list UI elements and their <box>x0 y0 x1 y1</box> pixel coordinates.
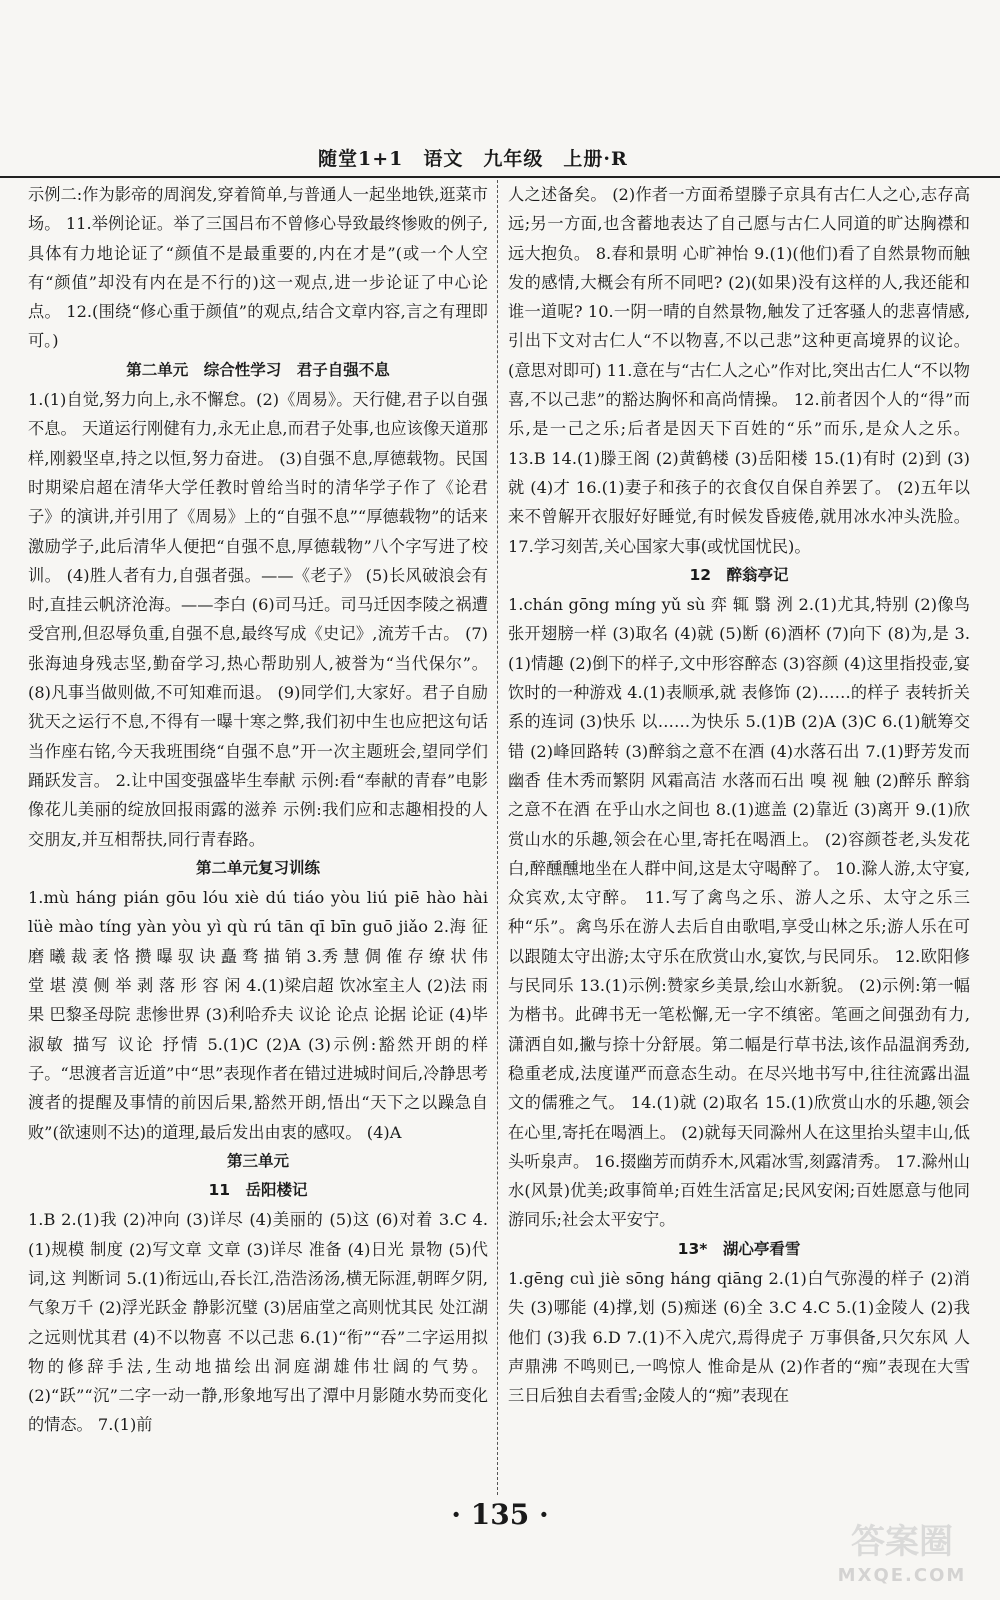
column-divider <box>497 180 499 1495</box>
answer-column-left <box>28 180 488 1495</box>
section-heading: 第二单元复习训练 <box>195 858 320 877</box>
section-heading: 11 岳阳楼记 <box>208 1181 308 1200</box>
answer-column-right <box>508 180 970 1495</box>
watermark-brand: MXQE.COM <box>837 1565 967 1586</box>
watermark-logo <box>822 1514 982 1586</box>
answer-paragraph: 1.mù háng pián gōu lóu xiè dú tiáo yòu liú piē hào hài lüè mào tíng yàn yòu yì qù rú tān qī bīn guō jiǎo 2.海 征 磨 曦 裁 袤 恪 攒 曝 驭 诀 矗 骛 描 销 3.秀 慧 倜 傕 存 缭 状 伟 堂 堪 漠 侧 举 剥 落 形 容 闲 4.(1)梁启超 饮冰室主人 (2)法 雨果 巴黎圣母院 悲惨世界 (3)利哈乔夫 议论 论点 论据 论证 (4)毕淑敏 描写 议论 抒情 5.(1)C (2)A (3)示例:豁然开朗的样子。“思渡者言近道”中“思”表现作者在错过进城时间后,冷静思考渡者的提醒及事情的前因后果,豁然开朗,悟出“天下之以躁急自败”(欲速则不达)的道理,最后发出由衷的感叹。 (4)A <box>28 888 488 1142</box>
page-header-title: 随堂1+1 语文 九年级 上册·R <box>318 148 628 170</box>
answer-paragraph: 1.(1)自觉,努力向上,永不懈怠。(2)《周易》。天行健,君子以自强不息。 天道运行刚健有力,永无止息,而君子处事,也应该像天道那样,刚毅坚卓,持之以恒,努力奋进。 (3)自强不息,厚德载物。民国时期梁启超在清华大学任教时曾给当时的清华学子作了《论君子》的演讲,并引用了《周易》上的“自强不息”“厚德载物”的话来激励学子,此后清华人便把“自强不息,厚德载物”八个字写进了校训。 (4)胜人者有力,自强者强。——《老子》 (5)长风破浪会有时,直挂云帆济沧海。——李白 (6)司马迁。司马迁因李陵之祸遭受宫刑,但忍辱负重,自强不息,最终写成《史记》,流芳千古。 (7)张海迪身残志坚,勤奋学习,热心帮助别人,被誉为“当代保尔”。 (8)凡事当做则做,不可知难而退。 (9)同学们,大家好。君子自励犹天之运行不息,不得有一曝十寒之弊,我们初中生也应把这句话当作座右铭,今天我班围绕“自强不息”开一次主题班会,望同学们踊跃发言。 2.让中国变强盛毕生奉献 示例:看“奉献的青春”电影 像花儿美丽的绽放回报雨露的滋养 示例:我们应和志趣相投的人交朋友,并互相帮扶,同行青春路。 <box>28 390 488 849</box>
answer-paragraph: 1.B 2.(1)我 (2)冲向 (3)详尽 (4)美丽的 (5)这 (6)对着 3.C 4.(1)规模 制度 (2)写文章 文章 (3)详尽 准备 (4)日光 景物 (5)代词,这 判断词 5.(1)衔远山,吞长江,浩浩汤汤,横无际涯,朝晖夕阴,气象万千 (2)浮光跃金 静影沉璧 (3)居庙堂之高则忧其民 处江湖之远则忧其君 (4)不以物喜 不以己悲 6.(1)“衔”“吞”二字运用拟物的修辞手法,生动地描绘出洞庭湖雄伟壮阔的气势。 (2)“跃”“沉”二字一动一静,形象地写出了潭中月影随水势而变化的情态。 7.(1)前 <box>28 1210 488 1435</box>
answer-paragraph: 人之述备矣。 (2)作者一方面希望滕子京具有古仁人之心,志存高远;另一方面,也含蓄地表达了自己愿与古仁人同道的旷达胸襟和远大抱负。 8.春和景明 心旷神怡 9.(1)(他们)看了自然景物而触发的感情,大概会有所不同吧? (2)(如果)没有这样的人,我还能和谁一道呢? 10.一阴一晴的自然景物,触发了迁客骚人的悲喜情感,引出下文对古仁人“不以物喜,不以己悲”这种更高境界的议论。(意思对即可) 11.意在与“古仁人之心”作对比,突出古仁人“不以物喜,不以己悲”的豁达胸怀和高尚情操。 12.前者因个人的“得”而乐,是一己之乐;后者是因天下百姓的“乐”而乐,是众人之乐。 13.B 14.(1)滕王阁 (2)黄鹤楼 (3)岳阳楼 15.(1)有时 (2)到 (3)就 (4)才 16.(1)妻子和孩子的衣食仅自保自养罢了。 (2)五年以来不曾解开衣服好好睡觉,有时候发昏疲倦,就用冰水冲头洗脸。 17.学习刻苦,关心国家大事(或忧国忧民)。 <box>508 185 970 556</box>
watermark-mark: 答案圈 <box>851 1522 953 1562</box>
page-header <box>0 140 1000 178</box>
answer-paragraph: 示例二:作为影帝的周润发,穿着简单,与普通人一起坐地铁,逛菜市场。 11.举例论证。举了三国吕布不曾修心导致最终惨败的例子,具体有力地论证了“颜值不是最重要的,内在才是”(或一个人空有“颜值”却没有内在是不行的)这一观点,进一步论证了中心论点。 12.(围绕“修心重于颜值”的观点,结合文章内容,言之有理即可。) <box>28 185 488 351</box>
section-heading: 第三单元 <box>226 1151 289 1170</box>
answer-paragraph: 1.gēng cuì jiè sōng háng qiāng 2.(1)白气弥漫的样子 (2)消失 (3)哪能 (4)撑,划 (5)痴迷 (6)全 3.C 4.C 5.(1)金陵人 (2)我 他们 (3)我 6.D 7.(1)不入虎穴,焉得虎子 万事俱备,只欠东风 人声鼎沸 不鸣则已,一鸣惊人 惟命是从 (2)作者的“痴”表现在大雪三日后独自去看雪;金陵人的“痴”表现在 <box>508 1268 970 1406</box>
page-number: · 135 · <box>451 1498 549 1531</box>
answer-paragraph: 1.chán gōng míng yǔ sù 弈 辄 翳 洌 2.(1)尤其,特别 (2)像鸟张开翅膀一样 (3)取名 (4)就 (5)断 (6)酒杯 (7)向下 (8)为,是 3.(1)情趣 (2)倒下的样子,文中形容醉态 (3)容颜 (4)这里指投壶,宴饮时的一种游戏 4.(1)表顺承,就 表修饰 (2)……的样子 表转折关系的连词 (3)快乐 以……为快乐 5.(1)B (2)A (3)C 6.(1)觥筹交错 (2)峰回路转 (3)醉翁之意不在酒 (4)水落石出 7.(1)野芳发而幽香 佳木秀而繁阴 风霜高洁 水落而石出 嗅 视 触 (2)醉乐 醉翁之意不在酒 在乎山水之间也 8.(1)遮盖 (2)靠近 (3)离开 9.(1)欣赏山水的乐趣,领会在心里,寄托在喝酒上。 (2)容颜苍老,头发花白,醉醺醺地坐在人群中间,这是太守喝醉了。 10.滁人游,太守宴,众宾欢,太守醉。 11.写了禽鸟之乐、游人之乐、太守之乐三种“乐”。禽鸟乐在游人去后自由歌唱,享受山林之乐;游人乐在可以跟随太守出游;太守乐在欣赏山水,宴饮,与民同乐。 12.欧阳修与民同乐 13.(1)示例:赞家乡美景,绘山水新貌。 (2)示例:第一幅为楷书。此碑书无一笔松懈,无一字不缜密。笔画之间强劲有力,潇洒自如,撇与捺十分舒展。第二幅是行草书法,该作品温润秀劲,稳重老成,法度谨严而意态生动。在尽兴地书写中,往往流露出温文的儒雅之气。 14.(1)就 (2)取名 15.(1)欣赏山水的乐趣,领会在心里,寄托在喝酒上。 (2)就每天同滁州人在这里抬头望丰山,低头听泉声。 16.掇幽芳而荫乔木,风霜冰雪,刻露清秀。 17.滁州山水(风景)优美;政事简单;百姓生活富足;民风安闲;百姓愿意与他同游同乐;社会太平安宁。 <box>508 595 970 1230</box>
section-heading: 12 醉翁亭记 <box>689 565 789 584</box>
section-heading: 13* 湖心亭看雪 <box>677 1239 801 1258</box>
section-heading: 第二单元 综合性学习 君子自强不息 <box>126 360 390 379</box>
